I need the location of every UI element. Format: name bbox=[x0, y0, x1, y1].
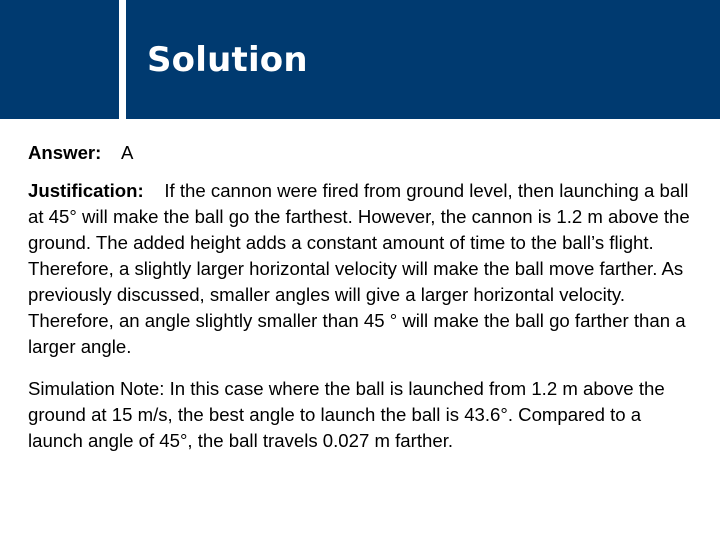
header-accent-block bbox=[0, 0, 119, 119]
simulation-note-text: Simulation Note: In this case where the ball is launched from 1.2 m above the ground at 15 m/s, the best angle to launch the ball is 43.6°. Compared to a launch angle of 45°, the ball travels 0.027 m farther. bbox=[28, 378, 665, 451]
page-title: Solution bbox=[147, 40, 308, 80]
justification-paragraph bbox=[28, 178, 700, 360]
justification-label: Justification: bbox=[28, 180, 144, 201]
solution-content bbox=[28, 140, 700, 454]
answer-spacer bbox=[107, 142, 117, 163]
answer-label: Answer: bbox=[28, 142, 102, 163]
answer-line bbox=[28, 140, 700, 166]
answer-value: A bbox=[121, 142, 134, 163]
justification-text: If the cannon were fired from ground level, then launching a ball at 45° will make the ball go the farthest. However, the cannon is 1.2 m above the ground. The added height adds a constant amount of time to the ball’s flight. Therefore, a slightly larger horizontal velocity will make the ball move farther. As previously discussed, smaller angles will give a larger horizontal velocity. Therefore, an angle slightly smaller than 45 ° will make the ball go farther than a larger angle. bbox=[28, 180, 690, 357]
justification-spacer bbox=[149, 180, 159, 201]
simulation-note-paragraph bbox=[28, 376, 700, 454]
